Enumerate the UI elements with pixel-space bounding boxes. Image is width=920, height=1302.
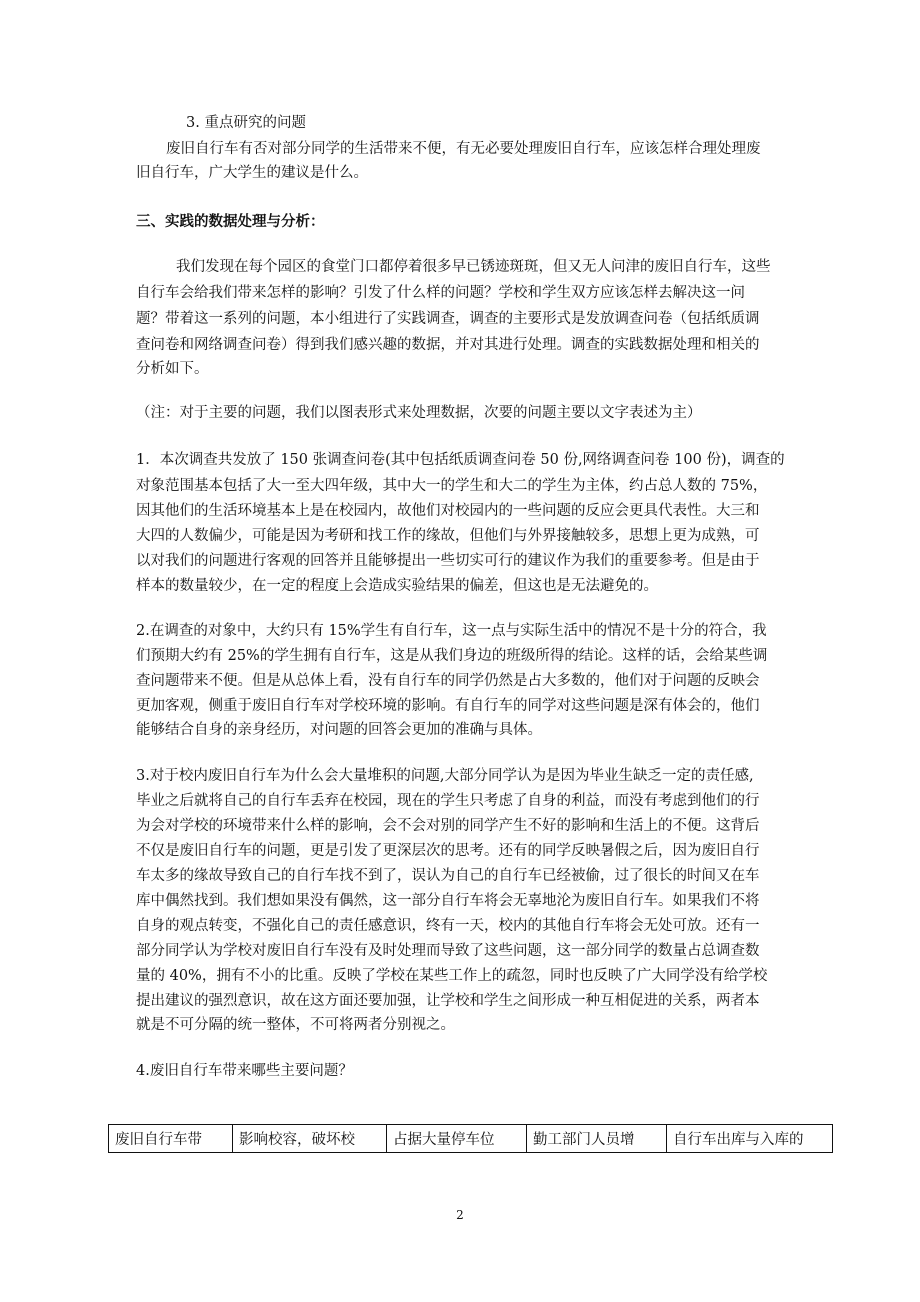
question-text: 4.废旧自行车带来哪些主要问题？ (136, 1063, 353, 1079)
paragraph-line: 库中偶然找到。我们想如果没有偶然，这一部分自行车将会无辜地沦为废旧自行车。如果我们不将 (136, 893, 760, 909)
paragraph-line: 因其他们的生活环境基本上是在校园内，故他们对校园内的一些问题的反应会更具代表性。大三和 (136, 503, 760, 519)
paragraph-line: 以对我们的问题进行客观的回答并且能够提出一些切实可行的建议作为我们的重要参考。但是由于 (136, 553, 760, 569)
table-cell: 影响校容，破坏校 (233, 1125, 387, 1153)
paragraph-line: 更加客观，侧重于废旧自行车对学校环境的影响。有自行车的同学对这些问题是深有体会的，他们 (136, 698, 760, 714)
subheading-key-issues: 3. 重点研究的问题 (186, 115, 306, 131)
paragraph-line: 为会对学校的环境带来什么样的影响，会不会对别的同学产生不好的影响和生活上的不便。这背后 (136, 818, 760, 834)
paragraph-line: 我们发现在每个园区的食堂门口都停着很多早已锈迹斑斑，但又无人问津的废旧自行车，这些 (176, 259, 771, 275)
paragraph-line: 查问卷和网络调查问卷）得到我们感兴趣的数据，并对其进行处理。调查的实践数据处理和相关的 (136, 337, 760, 353)
paragraph-line: 对象范围基本包括了大一至大四年级，其中大一的学生和大二的学生为主体，约占总人数的 75%， (136, 478, 768, 494)
problems-table (108, 1124, 833, 1153)
page-number: 2 (456, 1208, 464, 1222)
paragraph-line: 3.对于校内废旧自行车为什么会大量堆积的问题,大部分同学认为是因为毕业生缺乏一定的责任感, (136, 768, 754, 784)
section-heading-data-analysis: 三、实践的数据处理与分析： (136, 214, 325, 230)
paragraph-line: 题？带着这一系列的问题，本小组进行了实践调查，调查的主要形式是发放调查问卷（包括纸质调 (136, 311, 760, 327)
paragraph-line: 自身的观点转变，不强化自己的责任感意识，终有一天，校内的其他自行车将会无处可放。还有一 (136, 918, 760, 934)
paragraph-line: 车太多的缘故导致自己的自行车找不到了，误认为自己的自行车已经被偷，过了很长的时间又在车 (136, 868, 760, 884)
table-row (109, 1125, 833, 1153)
paragraph-line: 量的 40%，拥有不小的比重。反映了学校在某些工作上的疏忽，同时也反映了广大同学没有给学校 (136, 968, 768, 984)
paragraph-line: 毕业之后就将自己的自行车丢弃在校园，现在的学生只考虑了自身的利益，而没有考虑到他们的行 (136, 793, 760, 809)
paragraph-line: 1．本次调查共发放了 150 张调查问卷(其中包括纸质调查问卷 50 份,网络调查问卷 100 份)，调查的 (136, 452, 785, 468)
table-cell: 废旧自行车带 (109, 1125, 233, 1153)
paragraph-line: 旧自行车，广大学生的建议是什么。 (136, 165, 368, 181)
paragraph-line: 们预期大约有 25%的学生拥有自行车，这是从我们身边的班级所得的结论。这样的话，会给某些调 (136, 648, 768, 664)
paragraph-line: 废旧自行车有否对部分同学的生活带来不便，有无必要处理废旧自行车，应该怎样合理处理废 (166, 141, 761, 157)
table-cell: 占据大量停车位 (387, 1125, 527, 1153)
paragraph-line: 查问题带来不便。但是从总体上看，没有自行车的同学仍然是占大多数的，他们对于问题的反映会 (136, 673, 760, 689)
paragraph-line: 能够结合自身的亲身经历，对问题的回答会更加的准确与具体。 (136, 722, 542, 738)
paragraph-line: 样本的数量较少，在一定的程度上会造成实验结果的偏差，但这也是无法避免的。 (136, 578, 658, 594)
paragraph-line: 不仅是废旧自行车的问题，更是引发了更深层次的思考。还有的同学反映暑假之后，因为废旧自行 (136, 843, 760, 859)
paragraph-line: 2.在调查的对象中，大约只有 15%学生有自行车，这一点与实际生活中的情况不是十分的符合，我 (136, 623, 767, 639)
paragraph-line: 分析如下。 (136, 361, 209, 377)
paragraph-line: 大四的人数偏少，可能是因为考研和找工作的缘故，但他们与外界接触较多，思想上更为成熟，可 (136, 528, 760, 544)
paragraph-line: 就是不可分隔的统一整体，不可将两者分别视之。 (136, 1017, 455, 1033)
table-cell: 勤工部门人员增 (527, 1125, 667, 1153)
paragraph-line: 提出建议的强烈意识，故在这方面还要加强，让学校和学生之间形成一种互相促进的关系，两者本 (136, 993, 760, 1009)
table-cell: 自行车出库与入库的 (667, 1125, 833, 1153)
paragraph-line: 自行车会给我们带来怎样的影响？引发了什么样的问题？学校和学生双方应该怎样去解决这一问 (136, 285, 745, 301)
note-text: （注：对于主要的问题，我们以图表形式来处理数据，次要的问题主要以文字表述为主） (136, 405, 702, 421)
paragraph-line: 部分同学认为学校对废旧自行车没有及时处理而导致了这些问题，这一部分同学的数量占总调查数 (136, 943, 760, 959)
